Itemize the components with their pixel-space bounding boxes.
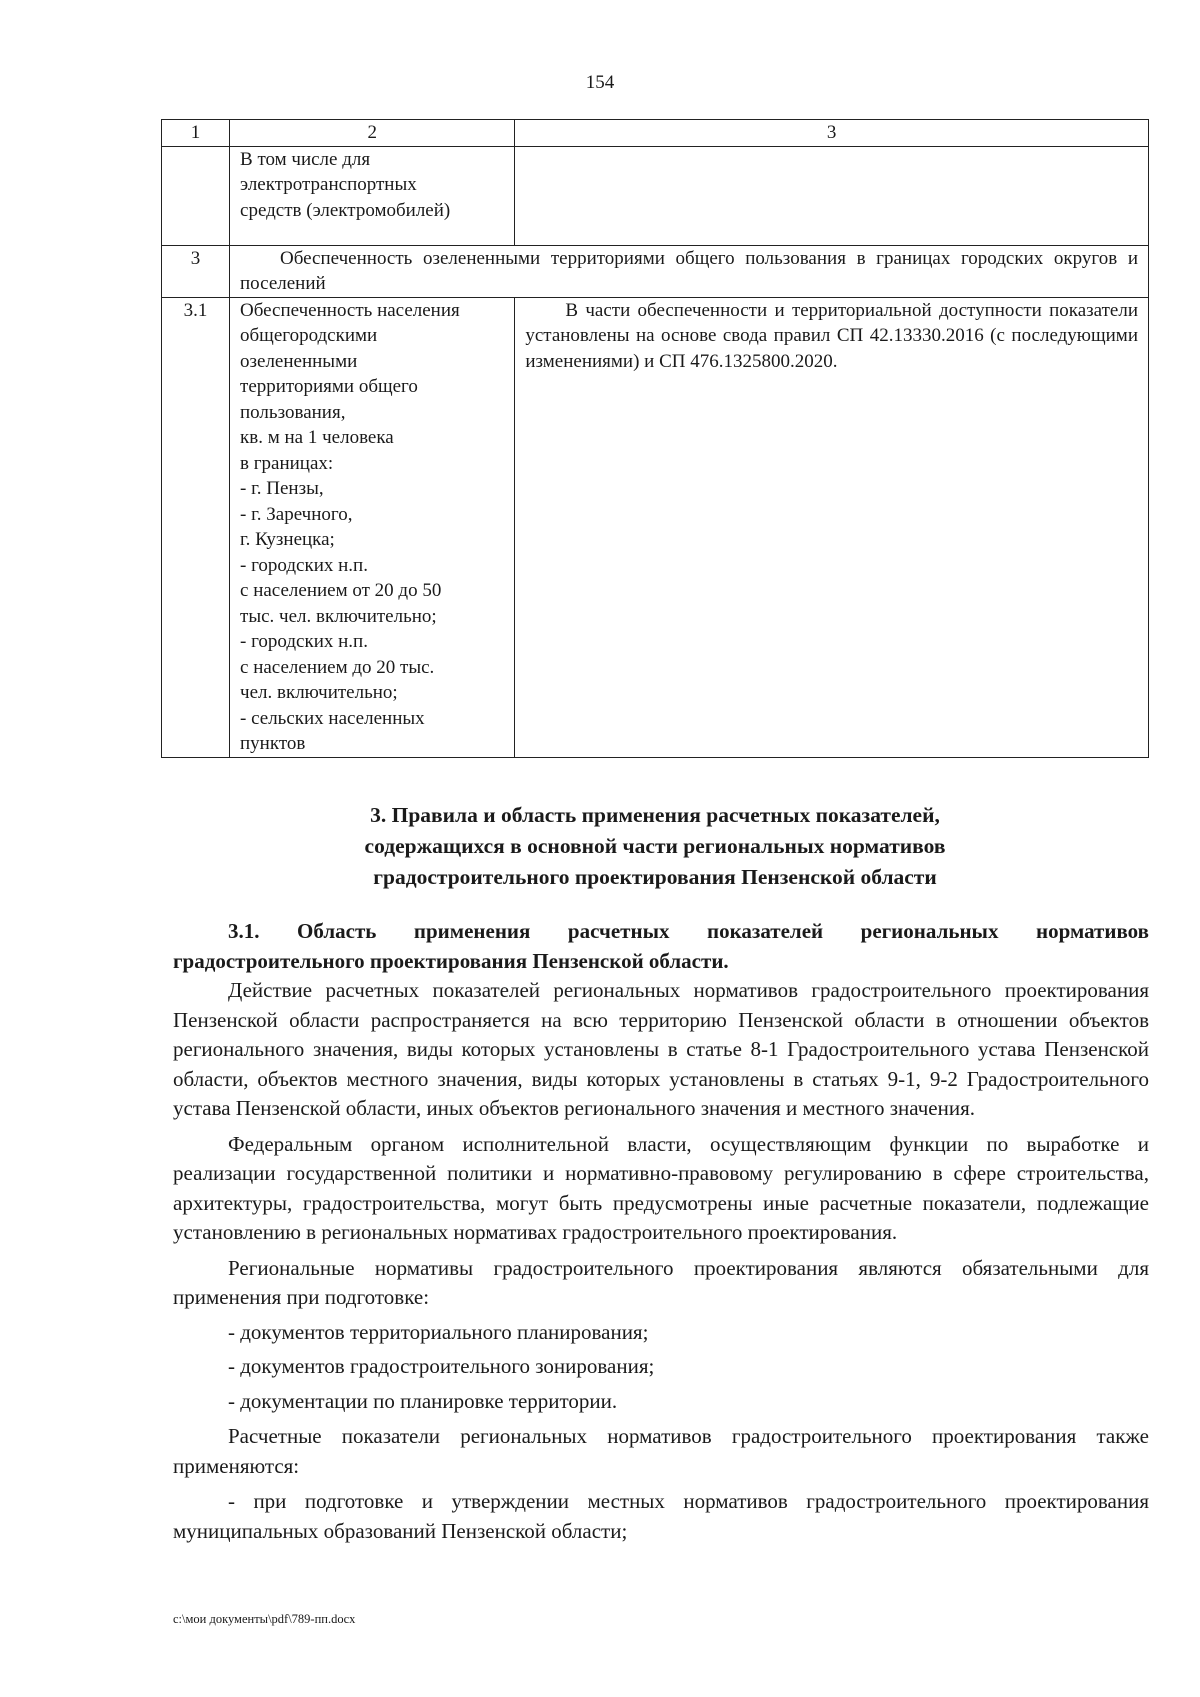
header-col-1: 1 [162,120,230,147]
list-item: - документов территориального планирования; [228,1319,649,1344]
indicator-name: Обеспеченность населения общегородскими озелененными территориями общего пользования, кв. м на 1 человека в границах: - г. Пензы, - г. Заречного, г. Кузнецка; - городских н.п. с населением от 20 до 50 тыс. чел. включительно; - городских н.п. с населением до 20 тыс. чел. включительно; - сельских населенных пунктов [230,297,515,757]
table-row [162,297,1149,757]
paragraph: Региональные нормативы градостроительного проектирования являются обязательными для применения при подготовке: [173,1255,1149,1309]
list-item: - документов градостроительного зонирования; [228,1354,655,1378]
indicator-name: В том числе для электротранспортных средств (электромобилей) [230,146,515,245]
paragraph: - при подготовке и утверждении местных нормативов градостроительного проектирования муниципальных образований Пензенской области; [173,1489,1149,1543]
section-title: 3. Правила и область применения расчетных показателей, содержащихся в основной части региональных нормативов градостроительного проектирования Пензенской области [364,803,946,889]
section-row-text: Обеспеченность озелененными территориями общего пользования в границах городских округов и поселений [230,245,1149,297]
header-col-2: 2 [230,120,515,147]
indicator-value: В части обеспеченности и территориальной доступности показатели установлены на основе свода правил СП 42.13330.2016 (с последующими изменениями) и СП 476.1325800.2020. [515,297,1149,757]
table-header-row [162,120,1149,147]
paragraph: Федеральным органом исполнительной власти, осуществляющим функции по выработке и реализации государственной политики и нормативно-правовому регулированию в сфере строительства, архитектуры, градостроительства, могут быть предусмотрены иные расчетные показатели, подлежащие установлению в региональных нормативах градостроительного проектирования. [173,1131,1149,1244]
footer-file-path: c:\мои документы\pdf\789-пп.docx [173,1612,356,1626]
paragraph: Расчетные показатели региональных нормативов градостроительного проектирования также применяются: [173,1424,1149,1478]
norms-table [161,119,1149,758]
list-item: - документации по планировке территории. [228,1388,618,1413]
table-row [162,146,1149,245]
header-col-3: 3 [515,120,1149,147]
table-row [162,245,1149,297]
subsection-title: 3.1. Область применения расчетных показателей региональных нормативов градостроительного проектирования Пензенской области. [173,919,1149,973]
paragraph: Действие расчетных показателей региональных нормативов градостроительного проектирования Пензенской области распространяется на всю территорию Пензенской области в отношении объектов регионального значения, виды которых установлены в статье 8-1 Градостроительного устава Пензенской области, объектов местного значения, виды которых установлены в статьях 9-1, 9-2 Градостроительного устава Пензенской области, иных объектов регионального значения и местного значения. [173,978,1149,1120]
row-number: 3 [162,245,230,297]
body-text [173,917,1149,1546]
row-number: 3.1 [162,297,230,757]
page-number: 154 [585,72,615,93]
indicator-value [515,146,1149,245]
row-number [162,146,230,245]
